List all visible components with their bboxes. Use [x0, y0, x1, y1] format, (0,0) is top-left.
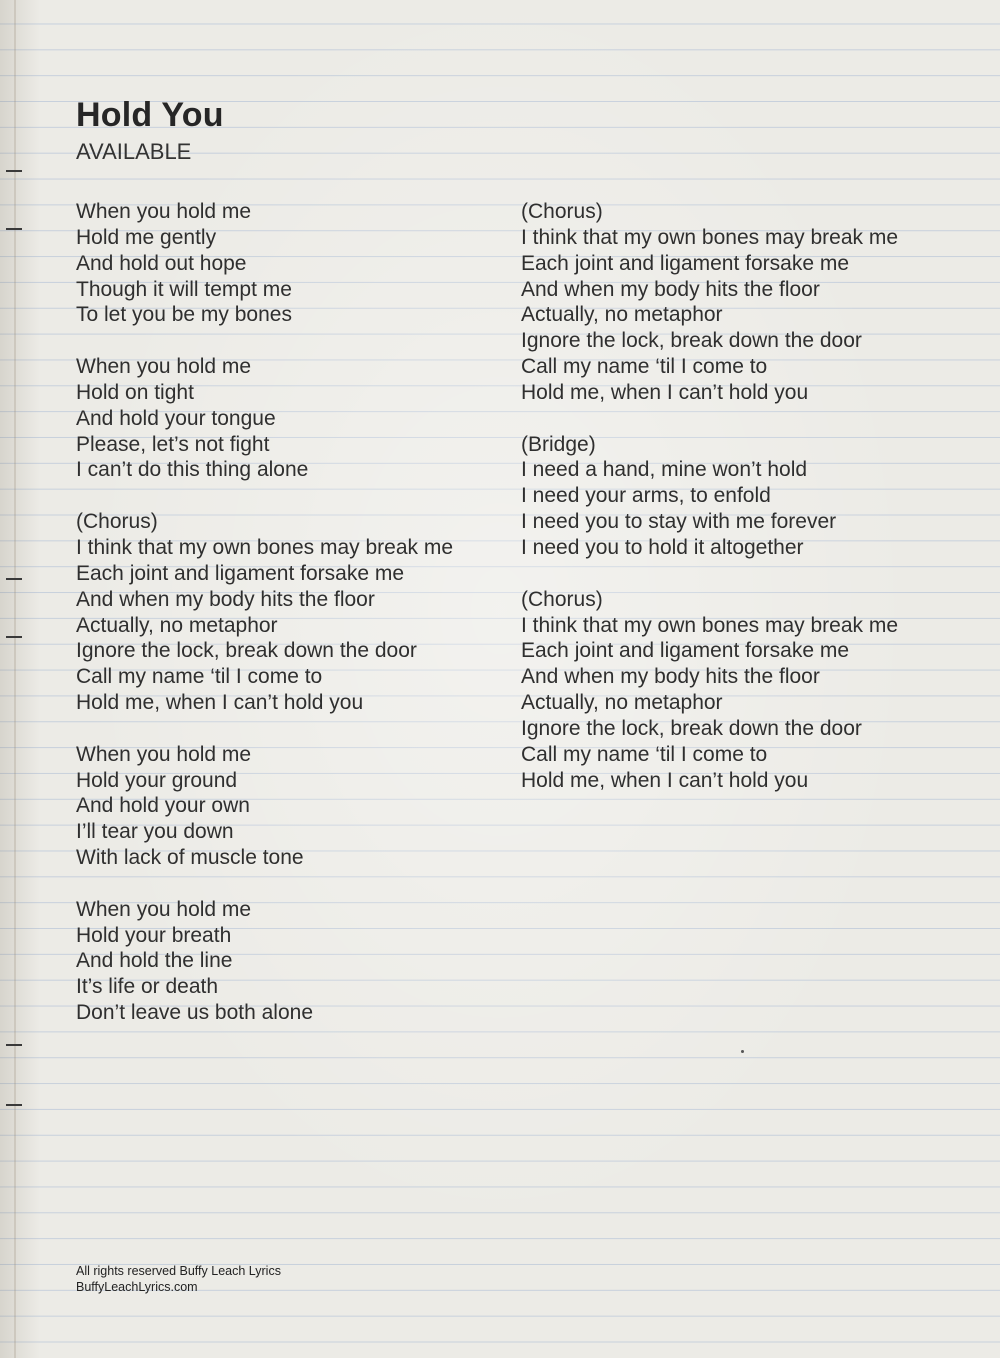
lyric-line: And hold the line — [76, 949, 233, 973]
lyric-line: Call my name ‘til I come to — [76, 665, 323, 689]
lyric-line: Actually, no metaphor — [521, 303, 723, 327]
lyric-line: Call my name ‘til I come to — [521, 355, 768, 379]
lyric-line: Please, let’s not fight — [76, 432, 270, 456]
lyric-line: When you hold me — [76, 200, 252, 223]
copyright-notice: All rights reserved Buffy Leach Lyrics — [76, 1264, 281, 1278]
lyric-line: And when my body hits the floor — [521, 277, 820, 301]
lyric-line: And when my body hits the floor — [76, 587, 375, 611]
binding-mark — [6, 578, 22, 580]
website-text: BuffyLeachLyrics.com — [76, 1280, 198, 1294]
lyric-line: When you hold me — [76, 742, 252, 766]
availability-status: AVAILABLE — [76, 139, 192, 164]
song-title: Hold You — [76, 96, 224, 134]
lyric-line: I need you to stay with me forever — [521, 510, 837, 534]
lyric-line: And hold out hope — [76, 251, 247, 275]
paper-speck — [741, 1050, 744, 1053]
lyric-line: Hold me, when I can’t hold you — [521, 768, 809, 792]
lyric-line: Hold me, when I can’t hold you — [521, 380, 809, 404]
lyric-line: I think that my own bones may break me — [521, 225, 899, 249]
lyric-line: I can’t do this thing alone — [76, 458, 309, 482]
binding-mark — [6, 170, 22, 172]
lyric-line: I need your arms, to enfold — [521, 484, 771, 508]
lyric-stanza — [76, 354, 453, 483]
lyric-line: To let you be my bones — [76, 303, 292, 327]
lyrics-right-column — [521, 199, 898, 819]
lyric-line: Hold me gently — [76, 225, 217, 249]
lyric-stanza — [76, 897, 453, 1026]
lyric-line: I think that my own bones may break me — [76, 535, 454, 559]
lyric-line: Ignore the lock, break down the door — [521, 716, 862, 740]
lyric-line: It’s life or death — [76, 975, 219, 999]
lyric-line: Actually, no metaphor — [521, 691, 723, 715]
lyric-line: I need a hand, mine won’t hold — [521, 458, 808, 482]
lyrics-left-column — [76, 199, 453, 1052]
binding-mark — [6, 636, 22, 638]
lyric-line: Ignore the lock, break down the door — [521, 329, 862, 353]
lyric-line: And hold your own — [76, 794, 250, 818]
lyric-line: Call my name ‘til I come to — [521, 742, 768, 766]
lyric-line: Hold your breath — [76, 923, 232, 947]
lyric-line: Hold on tight — [76, 380, 194, 404]
lyric-line: Each joint and ligament forsake me — [76, 561, 405, 585]
footer — [76, 1263, 281, 1295]
lyric-line: Though it will tempt me — [76, 277, 292, 301]
lyric-line: Don’t leave us both alone — [76, 1001, 313, 1025]
lyric-stanza — [76, 199, 453, 328]
binding-mark — [6, 228, 22, 230]
lyric-line: Hold your ground — [76, 768, 238, 792]
binding-mark — [6, 1044, 22, 1046]
lyric-line: When you hold me — [76, 897, 252, 921]
lyric-stanza — [76, 742, 453, 871]
lyric-line: With lack of muscle tone — [76, 846, 304, 870]
lyric-stanza — [521, 199, 898, 406]
lyric-line: And when my body hits the floor — [521, 665, 820, 689]
lyric-line: Each joint and ligament forsake me — [521, 251, 850, 275]
lyric-line: (Chorus) — [521, 200, 603, 223]
lyric-stanza — [76, 509, 453, 716]
lyric-line: Ignore the lock, break down the door — [76, 639, 417, 663]
lyric-line: And hold your tongue — [76, 406, 276, 430]
lyric-line: Each joint and ligament forsake me — [521, 639, 850, 663]
lyric-line: I need you to hold it altogether — [521, 535, 804, 559]
binding-mark — [6, 1104, 22, 1106]
lyric-line: Hold me, when I can’t hold you — [76, 691, 364, 715]
lyric-line: When you hold me — [76, 355, 252, 379]
lyric-stanza — [521, 432, 898, 561]
lyric-stanza — [521, 587, 898, 794]
lyric-line: I’ll tear you down — [76, 820, 234, 844]
lyric-line: Actually, no metaphor — [76, 613, 278, 637]
lyric-line: I think that my own bones may break me — [521, 613, 899, 637]
lyric-line: (Chorus) — [76, 510, 158, 534]
lyric-line: (Bridge) — [521, 432, 596, 456]
lyric-line: (Chorus) — [521, 587, 603, 611]
paper-binding-edge — [14, 0, 16, 1358]
